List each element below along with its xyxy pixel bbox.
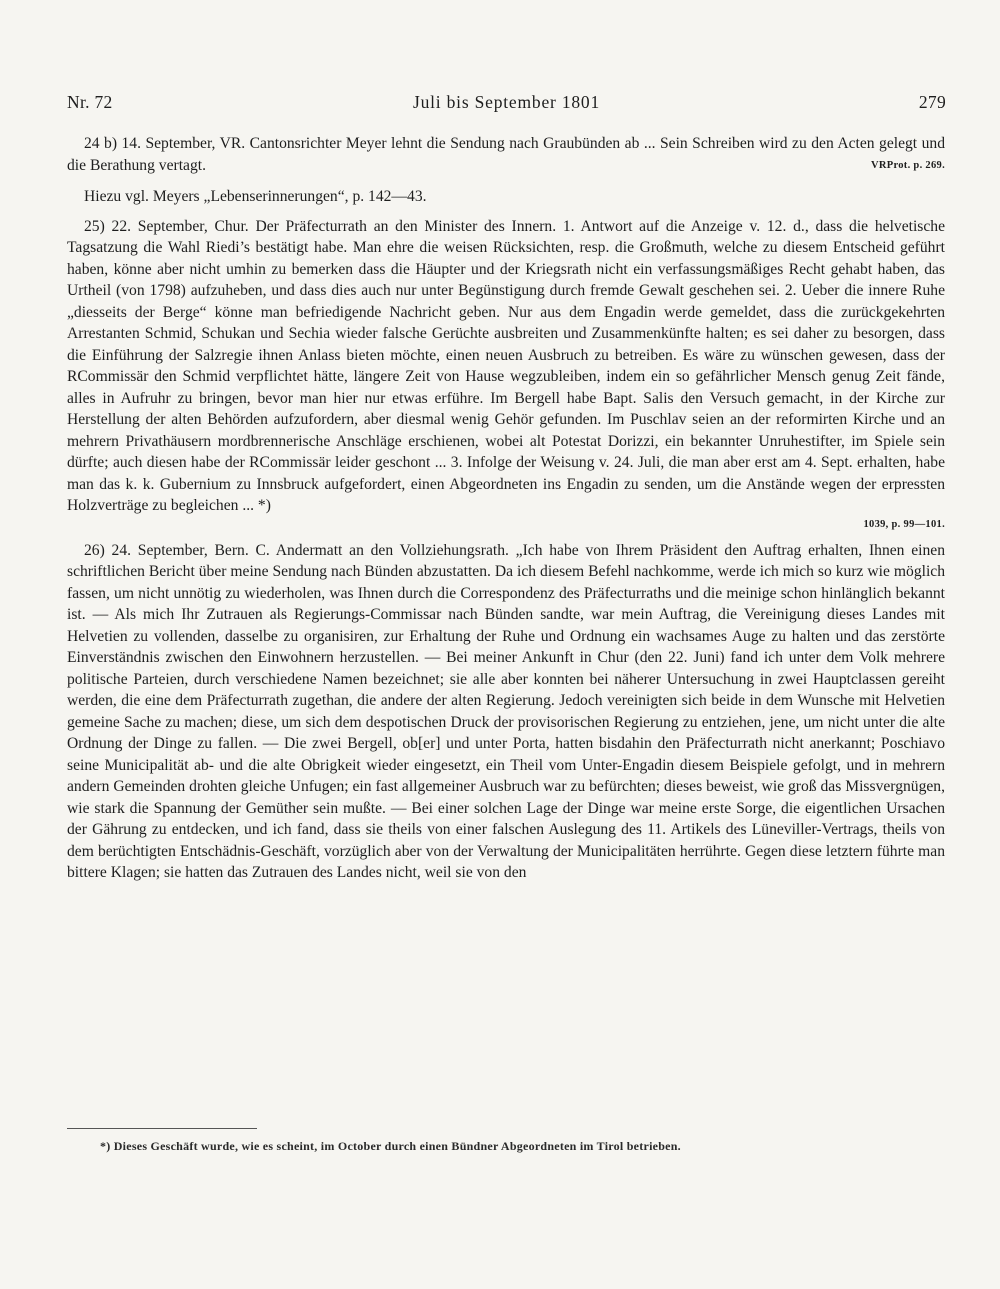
- running-title: Juli bis September 1801: [412, 92, 601, 112]
- entry-24b: [67, 133, 945, 176]
- footnote: *) Dieses Geschäft wurde, wie es scheint, im October durch einen Bündner Abgeordneten im Tirol betrieben.: [100, 1139, 681, 1153]
- entry-24b-text: 24 b) 14. September, VR. Cantonsrichter Meyer lehnt die Sendung nach Graubünden ab ... Sein Schreiben wird zu den Acten gelegt und die Berathung vertagt.: [67, 135, 945, 174]
- footnote-divider: [67, 1128, 257, 1129]
- entry-26: 26) 24. September, Bern. C. Andermatt an den Vollziehungsrath. „Ich habe von Ihrem Präsident den Auftrag erhalten, Ihnen einen schriftlichen Bericht über meine Sendung nach Bünden abzustatten. Da ich diesem Befehl nachkomme, werde ich mich so kurz wie möglich fassen, um nicht unnötig zu wiederholen, was Ihnen durch die Correspondenz des Präfecturraths und die meinige schon hinlänglich bekannt ist. — Als mich Ihr Zutrauen als Regierungs-Commissar nach Bünden sandte, war mein Auftrag, die Vereinigung dieses Landes mit Helvetien zu vollenden, dasselbe zu organisiren, zur Erhaltung der Ruhe und Ordnung ein wachsames Auge zu halten und das zerstörte Einverständnis zwischen den Einwohnern herzustellen. — Bei meiner Ankunft in Chur (den 22. Juni) fand ich unter dem Volk mehrere politische Parteien, durch verschiedene Namen bezeichnet; sie alle aber konnten bei näherer Untersuchung in zwei Hauptclassen gereiht werden, die eine dem Präfecturrath zugethan, die andere der alten Regierung. Jedoch vereinigten sich beide in dem Wunsche mit Helvetien gemeine Sache zu machen; diese, um sich dem despotischen Druck der provisorischen Regierung zu entziehen, jene, um nicht unter die alte Ordnung der Dinge zu fallen. — Die zwei Bergell, ob[er] und unter Porta, hatten bisdahin den Präfecturrath nicht anerkannt; Poschiavo seine Municipalität ab- und die alte Obrigkeit wieder eingesetzt, ein Theil vom Unter-Engadin diesem Beispiele gefolgt, und in mehrern andern Gemeinden drohten gleiche Unfugen; ein fast allgemeiner Ausbruch war zu befürchten; dieses beweist, wie groß das Missvergnügen, wie stark die Spannung der Gemüther sein mußte. — Bei einer solchen Lage der Dinge war meine erste Sorge, die eigentlichen Ursachen der Gährung zu entdecken, und ich fand, dass sie theils von einer falschen Auslegung des 11. Artikels des Lüneviller-Vertrags, theils von dem berüchtigten Entschädnis-Geschäft, vorzüglich aber von der Verwaltung der Municipalitäten herrührte. Gegen diese letztern führte man bittere Klagen; sie hatten das Zutrauen des Landes nicht, weil sie von den: [67, 541, 945, 881]
- document-number: Nr. 72: [67, 92, 113, 112]
- page-number: 279: [918, 92, 946, 112]
- entry-24b-reference: VRProt. p. 269.: [870, 159, 945, 171]
- page-header: [67, 92, 946, 120]
- entry-25-reference: 1039, p. 99—101.: [863, 518, 945, 530]
- document-body: [67, 133, 945, 884]
- entry-25: 25) 22. September, Chur. Der Präfecturrath an den Minister des Innern. 1. Antwort auf die Anzeige v. 12. d., dass die helvetische Tagsatzung die Wahl Riedi’s bestätigt habe. Man ehre die weisen Rücksichten, resp. die Großmuth, welche zu diesem Entscheid geführt haben, könne aber nicht umhin zu bemerken dass die Häupter und der Kriegsrath nicht ein verfassungsmäßiges Recht gehabt haben, das Urtheil (von 1798) aufzuheben, und dass dies auch nur unter Begünstigung durch fremde Gewalt geschehen sei. 2. Ueber die innere Ruhe „diesseits der Berge“ könne man befriedigende Nachricht geben. Nur aus dem Engadin werde gemeldet, dass die zurückgekehrten Arrestanten Schmid, Schukan und Sechia wieder falsche Gerüchte ausbreiten und Zusammenkünfte halten; es sei daher zu besorgen, dass die Einführung der Salzregie ihnen Anlass bieten möchte, einen neuen Ausbruch zu betreiben. Es wäre zu wünschen gewesen, dass der RCommissär den Schmid verpflichtet hätte, längere Zeit von Hause wegzubleiben, indem ein so gefährlicher Mensch genug Zeit fände, alles in Aufruhr zu bringen, bevor man hier nur etwas erführe. Im Bergell habe Bapt. Salis den Versuch gemacht, in der Kirche zur Herstellung der alten Behörden aufzufordern, aber diesmal wenig Gehör gefunden. Im Puschlav seien an der reformirten Kirche und an mehrern Privathäusern mordbrennerische Anschläge erschienen, wobei alt Potestat Dorizzi, ein bekannter Unruhestifter, im Spiele sein dürfte; auch diesen habe der RCommissär leider geschont ... 3. Infolge der Weisung v. 24. Juli, die man aber erst am 4. Sept. erhalten, habe man das k. k. Gubernium zu Innsbruck aufgefordert, einen Abgeordneten ins Engadin zu senden, um die Anstände wegen der erpressten Holzverträge zu begleichen ... *): [67, 217, 945, 514]
- entry-24b-note: Hiezu vgl. Meyers „Lebenserinnerungen“, p. 142—43.: [84, 188, 427, 205]
